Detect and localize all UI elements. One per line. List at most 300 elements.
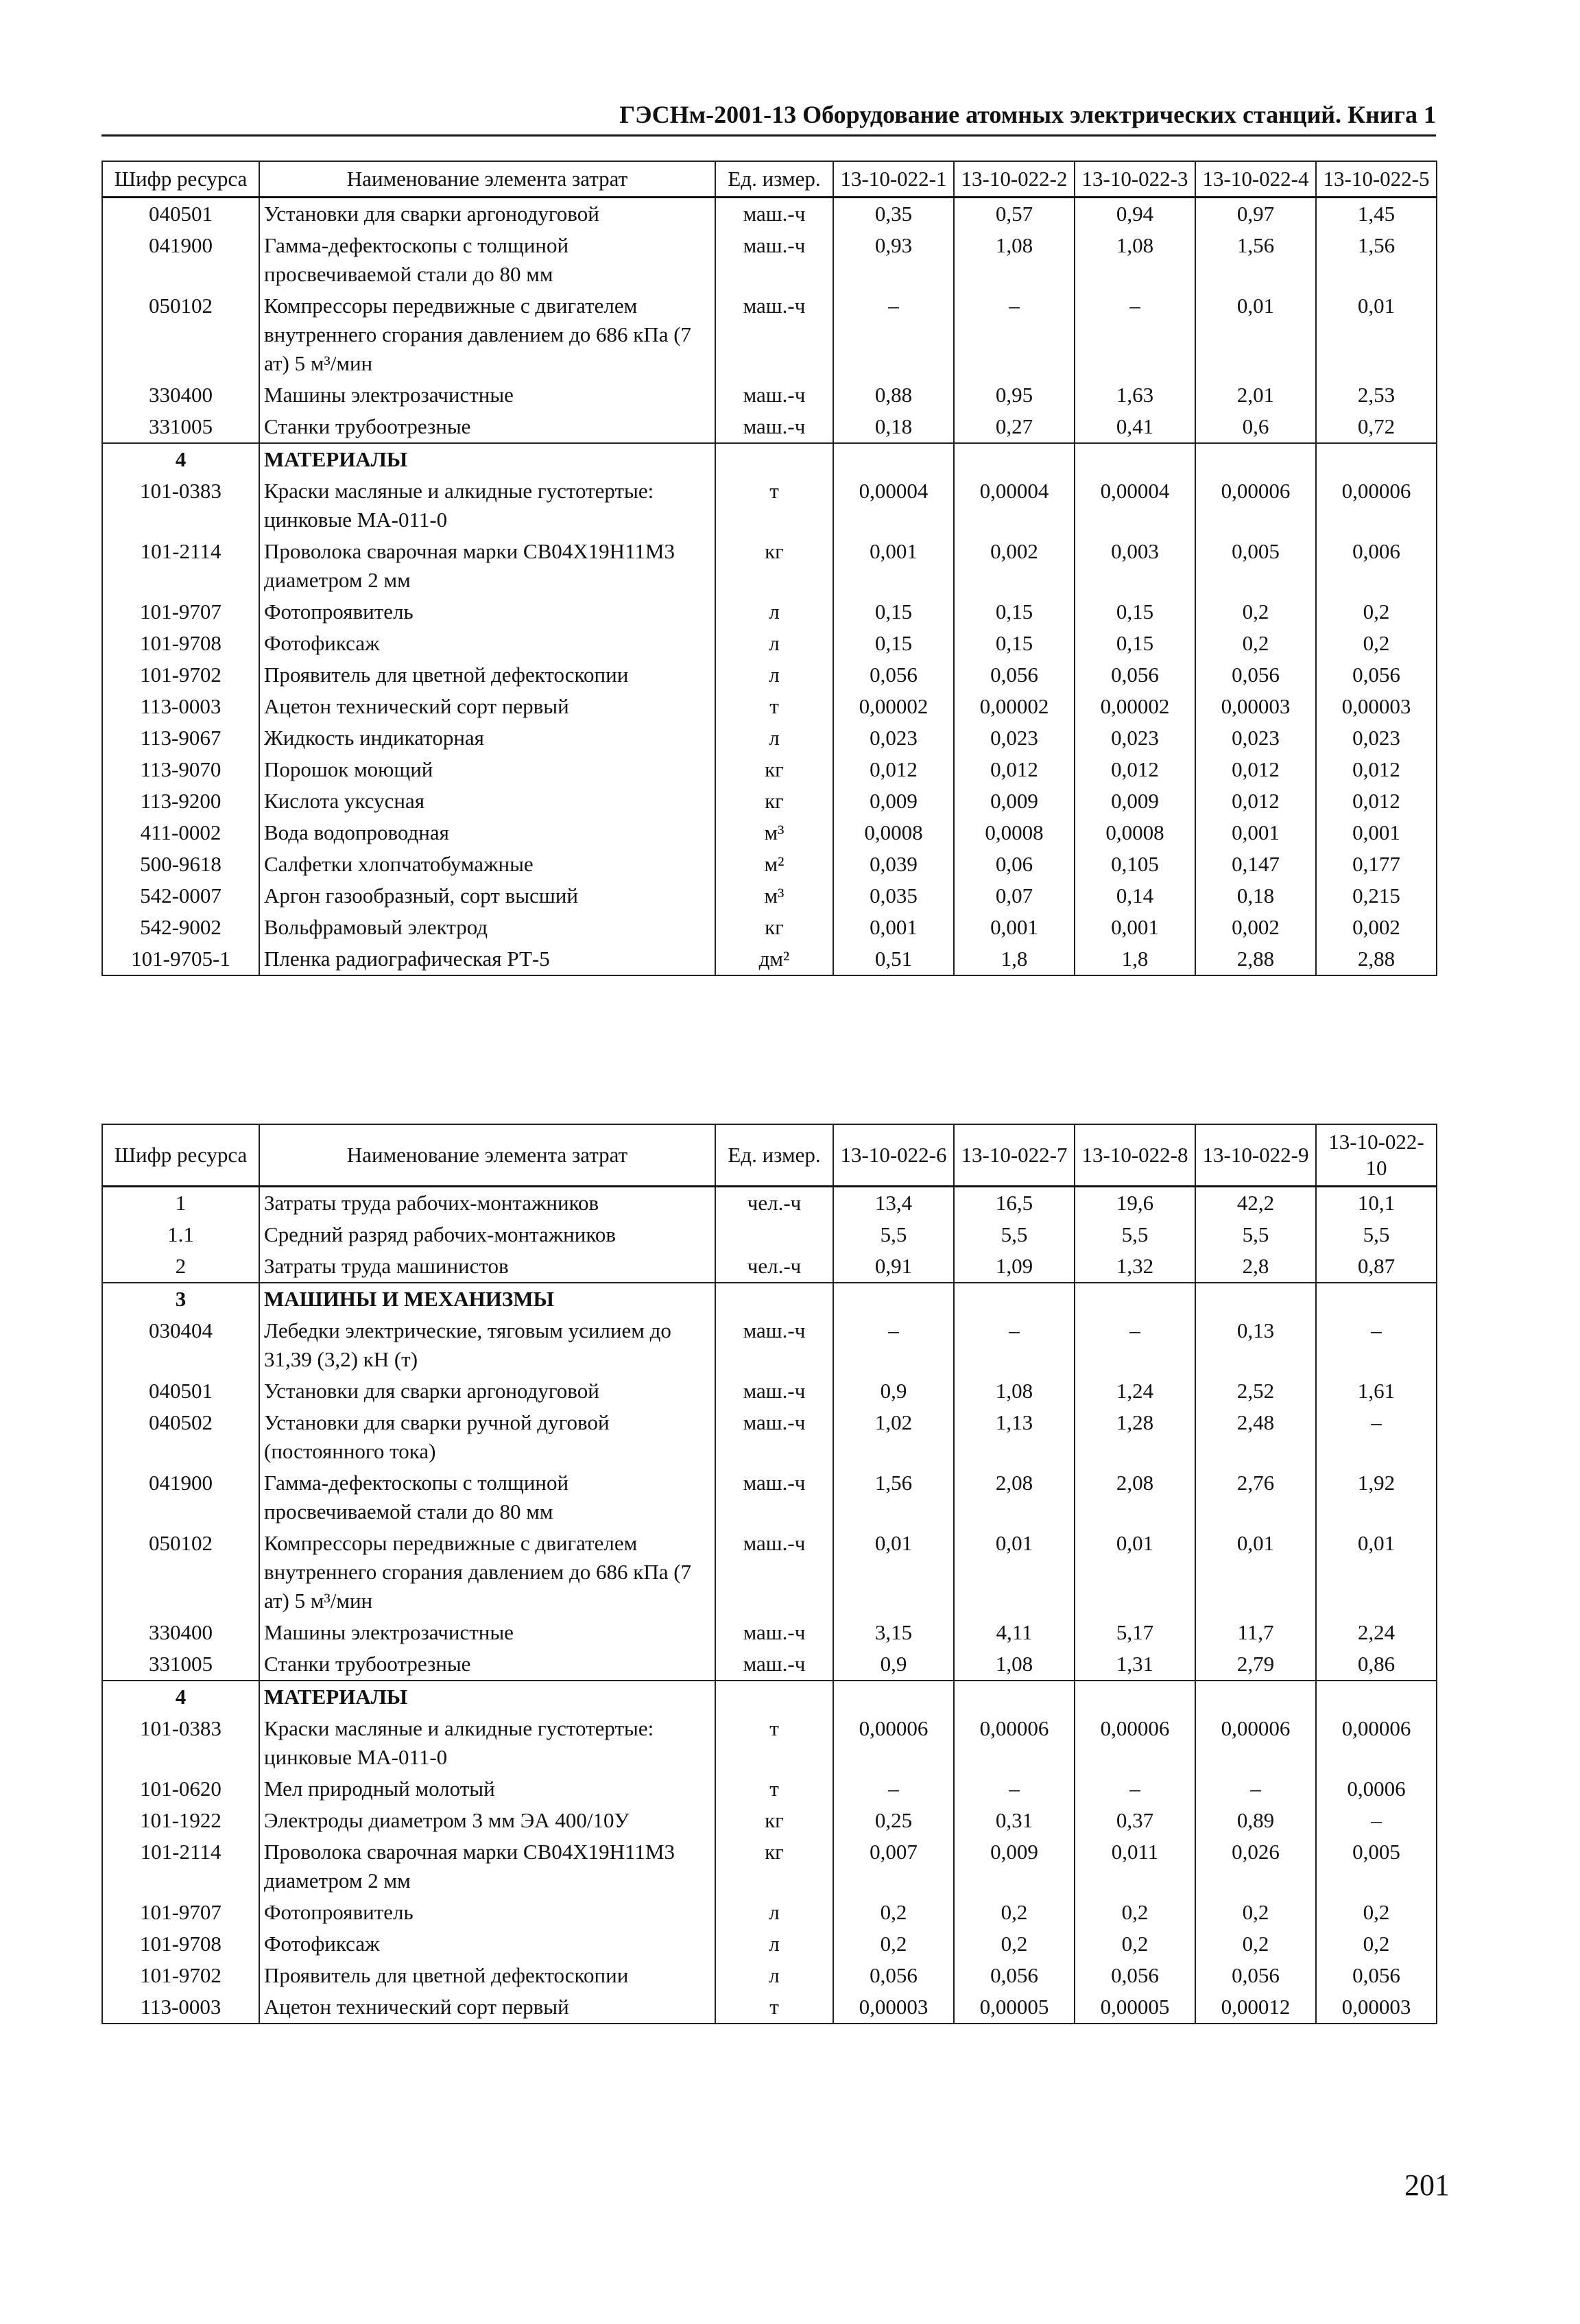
table-row	[102, 1991, 1437, 2024]
norm-value-cell: 0,056	[1075, 1960, 1195, 1991]
unit-cell: кг	[715, 536, 833, 596]
col-header-code: Шифр ресурса	[102, 1124, 259, 1187]
resource-code-cell: 041900	[102, 230, 259, 290]
norm-value-cell: 0,002	[1195, 912, 1316, 943]
resource-code-cell: 113-9070	[102, 754, 259, 785]
norm-value-cell: 0,00002	[833, 691, 954, 722]
norm-value-cell	[1195, 1283, 1316, 1315]
norm-value-cell: 0,001	[1195, 817, 1316, 849]
table-row	[102, 785, 1437, 817]
resource-code-cell: 331005	[102, 1648, 259, 1681]
table-row	[102, 1407, 1437, 1467]
resource-name-cell: Машины электрозачистные	[259, 379, 715, 411]
resource-code-cell: 101-2114	[102, 1836, 259, 1897]
col-header-name: Наименование элемента затрат	[259, 1124, 715, 1187]
resource-code-cell: 101-9707	[102, 596, 259, 628]
table-row	[102, 943, 1437, 975]
norm-value-cell: 0,056	[1195, 659, 1316, 691]
norm-value-cell: 0,72	[1316, 411, 1437, 443]
col-header-norm: 13-10-022-8	[1075, 1124, 1195, 1187]
norm-value-cell: 0,01	[1195, 1528, 1316, 1617]
unit-cell: м³	[715, 817, 833, 849]
unit-cell	[715, 443, 833, 475]
norm-value-cell: 0,2	[1195, 1897, 1316, 1928]
resource-name-cell: Установки для сварки аргонодуговой	[259, 198, 715, 230]
resource-name-cell: Жидкость индикаторная	[259, 722, 715, 754]
norm-value-cell: 5,5	[1195, 1219, 1316, 1250]
table-row	[102, 1375, 1437, 1407]
norm-value-cell: 0,06	[954, 849, 1075, 880]
norm-value-cell: 2,79	[1195, 1648, 1316, 1681]
norm-value-cell: 0,012	[954, 754, 1075, 785]
norm-value-cell: –	[833, 290, 954, 379]
norm-value-cell: 0,002	[954, 536, 1075, 596]
norm-value-cell: 0,95	[954, 379, 1075, 411]
unit-cell: кг	[715, 912, 833, 943]
norm-value-cell: 0,00002	[1075, 691, 1195, 722]
norm-value-cell: 5,5	[954, 1219, 1075, 1250]
section-row	[102, 443, 1437, 475]
norm-value-cell: 0,2	[1075, 1928, 1195, 1960]
norm-value-cell: 0,056	[833, 1960, 954, 1991]
table-row	[102, 1315, 1437, 1375]
resource-code-cell: 040501	[102, 1375, 259, 1407]
resource-name-cell: Компрессоры передвижные с двигателем внутреннего сгорания давлением до 686 кПа (7 ат) 5 м³/мин	[259, 290, 715, 379]
norm-value-cell: 0,15	[954, 596, 1075, 628]
unit-cell: т	[715, 691, 833, 722]
norm-value-cell: 0,00003	[1195, 691, 1316, 722]
resource-code-cell: 542-9002	[102, 912, 259, 943]
norm-value-cell	[954, 1283, 1075, 1315]
table-row	[102, 1897, 1437, 1928]
unit-cell: маш.-ч	[715, 1315, 833, 1375]
table-body	[102, 198, 1437, 976]
col-header-norm: 13-10-022-10	[1316, 1124, 1437, 1187]
resource-name-cell: Проявитель для цветной дефектоскопии	[259, 1960, 715, 1991]
resource-name-cell: Затраты труда рабочих-монтажников	[259, 1187, 715, 1220]
resource-name-cell: Фотофиксаж	[259, 628, 715, 659]
table-row	[102, 628, 1437, 659]
resource-name-cell: Станки трубоотрезные	[259, 411, 715, 443]
unit-cell: л	[715, 1928, 833, 1960]
resource-code-cell: 050102	[102, 1528, 259, 1617]
norm-value-cell: 0,012	[1316, 785, 1437, 817]
table-row	[102, 1773, 1437, 1805]
norm-value-cell: 0,177	[1316, 849, 1437, 880]
norm-value-cell: 0,2	[954, 1928, 1075, 1960]
norm-value-cell: 0,94	[1075, 198, 1195, 230]
norm-value-cell	[954, 1681, 1075, 1713]
norm-value-cell: 0,00005	[1075, 1991, 1195, 2024]
norm-value-cell: 2,24	[1316, 1617, 1437, 1648]
norm-value-cell: 1,08	[954, 1375, 1075, 1407]
col-header-norm: 13-10-022-1	[833, 161, 954, 198]
resource-code-cell: 113-0003	[102, 1991, 259, 2024]
norm-value-cell: 0,15	[833, 596, 954, 628]
norm-value-cell: 19,6	[1075, 1187, 1195, 1220]
norm-value-cell: 1,8	[954, 943, 1075, 975]
unit-cell: т	[715, 1773, 833, 1805]
norm-value-cell: 5,5	[1316, 1219, 1437, 1250]
norm-value-cell: 2,8	[1195, 1250, 1316, 1283]
norm-value-cell: –	[1195, 1773, 1316, 1805]
unit-cell	[715, 1681, 833, 1713]
unit-cell: кг	[715, 785, 833, 817]
table-row	[102, 536, 1437, 596]
unit-cell: м²	[715, 849, 833, 880]
resource-name-cell: Фотопроявитель	[259, 1897, 715, 1928]
norm-value-cell: 0,15	[833, 628, 954, 659]
norm-value-cell: 1,56	[1316, 230, 1437, 290]
table-row	[102, 230, 1437, 290]
resource-table-2	[101, 1124, 1437, 2024]
resource-code-cell: 500-9618	[102, 849, 259, 880]
document-title: ГЭСНм-2001-13 Оборудование атомных электрических станций. Книга 1	[619, 101, 1436, 128]
unit-cell: л	[715, 1960, 833, 1991]
col-header-code: Шифр ресурса	[102, 161, 259, 198]
norm-value-cell: –	[954, 290, 1075, 379]
norm-value-cell: 0,00003	[1316, 691, 1437, 722]
table-row	[102, 596, 1437, 628]
norm-value-cell	[1195, 1681, 1316, 1713]
table-body	[102, 1187, 1437, 2024]
norm-value-cell: 0,0008	[1075, 817, 1195, 849]
table-row	[102, 290, 1437, 379]
norm-value-cell: 0,01	[833, 1528, 954, 1617]
norm-value-cell: 0,056	[954, 659, 1075, 691]
norm-value-cell: –	[1316, 1805, 1437, 1836]
table-row	[102, 475, 1437, 536]
norm-value-cell: 42,2	[1195, 1187, 1316, 1220]
table-row	[102, 379, 1437, 411]
norm-value-cell: 0,00006	[1316, 475, 1437, 536]
table-header-row	[102, 1124, 1437, 1187]
resource-name-cell: Салфетки хлопчатобумажные	[259, 849, 715, 880]
table-row	[102, 659, 1437, 691]
norm-value-cell: 0,005	[1316, 1836, 1437, 1897]
norm-value-cell: 0,00004	[833, 475, 954, 536]
norm-value-cell: 0,00006	[1195, 1713, 1316, 1773]
norm-value-cell: 0,147	[1195, 849, 1316, 880]
resource-code-cell: 030404	[102, 1315, 259, 1375]
norm-value-cell: 0,31	[954, 1805, 1075, 1836]
resource-name-cell: Станки трубоотрезные	[259, 1648, 715, 1681]
norm-value-cell: 0,00006	[954, 1713, 1075, 1773]
table-row	[102, 1250, 1437, 1283]
unit-cell: маш.-ч	[715, 1467, 833, 1528]
norm-value-cell: 0,023	[833, 722, 954, 754]
norm-value-cell: 0,86	[1316, 1648, 1437, 1681]
norm-value-cell: 0,023	[1195, 722, 1316, 754]
norm-value-cell: 1,45	[1316, 198, 1437, 230]
table-row	[102, 722, 1437, 754]
norm-value-cell: 0,2	[954, 1897, 1075, 1928]
norm-value-cell: 0,007	[833, 1836, 954, 1897]
resource-name-cell: Затраты труда машинистов	[259, 1250, 715, 1283]
table-row	[102, 1713, 1437, 1773]
resource-name-cell: Фотопроявитель	[259, 596, 715, 628]
resource-code-cell: 330400	[102, 1617, 259, 1648]
page-header	[101, 95, 1436, 137]
norm-value-cell: 5,5	[1075, 1219, 1195, 1250]
resource-name-cell: Проявитель для цветной дефектоскопии	[259, 659, 715, 691]
norm-value-cell: 4,11	[954, 1617, 1075, 1648]
norm-value-cell: 1,61	[1316, 1375, 1437, 1407]
norm-value-cell: 0,2	[1316, 628, 1437, 659]
norm-value-cell: 0,2	[1195, 628, 1316, 659]
resource-code-cell: 101-9708	[102, 628, 259, 659]
resource-name-cell: Вода водопроводная	[259, 817, 715, 849]
resource-name-cell: Компрессоры передвижные с двигателем внутреннего сгорания давлением до 686 кПа (7 ат) 5 м³/мин	[259, 1528, 715, 1617]
norm-value-cell: 0,88	[833, 379, 954, 411]
norm-value-cell: 5,17	[1075, 1617, 1195, 1648]
norm-value-cell: 0,001	[1075, 912, 1195, 943]
norm-value-cell: 0,2	[1195, 596, 1316, 628]
norm-value-cell: –	[1075, 1773, 1195, 1805]
norm-value-cell: 0,87	[1316, 1250, 1437, 1283]
norm-value-cell: 0,009	[954, 1836, 1075, 1897]
col-header-norm: 13-10-022-9	[1195, 1124, 1316, 1187]
norm-value-cell: 0,01	[1316, 1528, 1437, 1617]
norm-value-cell: 2,88	[1316, 943, 1437, 975]
norm-value-cell: 0,012	[1316, 754, 1437, 785]
norm-value-cell: 0,2	[1075, 1897, 1195, 1928]
norm-value-cell	[1316, 1283, 1437, 1315]
unit-cell: л	[715, 1897, 833, 1928]
resource-name-cell: Кислота уксусная	[259, 785, 715, 817]
table-row	[102, 198, 1437, 230]
unit-cell: чел.-ч	[715, 1250, 833, 1283]
norm-value-cell: 0,2	[1316, 596, 1437, 628]
norm-value-cell: 0,13	[1195, 1315, 1316, 1375]
resource-name-cell: Лебедки электрические, тяговым усилием до 31,39 (3,2) кН (т)	[259, 1315, 715, 1375]
resource-name-cell: Гамма-дефектоскопы с толщиной просвечиваемой стали до 80 мм	[259, 230, 715, 290]
table-row	[102, 1960, 1437, 1991]
norm-value-cell: 0,51	[833, 943, 954, 975]
norm-value-cell: 0,97	[1195, 198, 1316, 230]
resource-code-cell: 4	[102, 443, 259, 475]
resource-code-cell: 411-0002	[102, 817, 259, 849]
unit-cell: маш.-ч	[715, 411, 833, 443]
resource-name-cell: Краски масляные и алкидные густотертые: цинковые МА-011-0	[259, 1713, 715, 1773]
norm-value-cell: 13,4	[833, 1187, 954, 1220]
norm-value-cell: 2,01	[1195, 379, 1316, 411]
norm-value-cell: 1,56	[833, 1467, 954, 1528]
norm-value-cell: 0,00006	[1195, 475, 1316, 536]
norm-value-cell: 0,2	[1195, 1928, 1316, 1960]
norm-value-cell: 0,056	[1075, 659, 1195, 691]
norm-value-cell: 0,056	[1195, 1960, 1316, 1991]
norm-value-cell: 0,105	[1075, 849, 1195, 880]
norm-value-cell: 0,07	[954, 880, 1075, 912]
resource-name-cell: Средний разряд рабочих-монтажников	[259, 1219, 715, 1250]
norm-value-cell: 0,0008	[833, 817, 954, 849]
resource-name-cell: Ацетон технический сорт первый	[259, 1991, 715, 2024]
col-header-norm: 13-10-022-2	[954, 161, 1075, 198]
resource-code-cell: 101-1922	[102, 1805, 259, 1836]
resource-code-cell: 1.1	[102, 1219, 259, 1250]
resource-code-cell: 101-2114	[102, 536, 259, 596]
resource-name-cell: Вольфрамовый электрод	[259, 912, 715, 943]
resource-code-cell: 101-9702	[102, 659, 259, 691]
resource-name-cell: Пленка радиографическая РТ-5	[259, 943, 715, 975]
norm-value-cell: 0,00004	[954, 475, 1075, 536]
norm-value-cell: 2,88	[1195, 943, 1316, 975]
norm-value-cell: 0,2	[1316, 1928, 1437, 1960]
norm-value-cell: 0,056	[954, 1960, 1075, 1991]
norm-value-cell: 10,1	[1316, 1187, 1437, 1220]
unit-cell: м³	[715, 880, 833, 912]
norm-value-cell: 0,009	[833, 785, 954, 817]
norm-value-cell: 0,001	[833, 912, 954, 943]
norm-value-cell: 0,023	[954, 722, 1075, 754]
norm-value-cell: 0,93	[833, 230, 954, 290]
norm-value-cell: 0,001	[1316, 817, 1437, 849]
unit-cell: чел.-ч	[715, 1187, 833, 1220]
table-row	[102, 754, 1437, 785]
resource-code-cell: 113-0003	[102, 691, 259, 722]
col-header-name: Наименование элемента затрат	[259, 161, 715, 198]
resource-code-cell: 041900	[102, 1467, 259, 1528]
unit-cell: маш.-ч	[715, 1407, 833, 1467]
resource-code-cell: 331005	[102, 411, 259, 443]
table-header-row	[102, 161, 1437, 198]
norm-value-cell: 0,0008	[954, 817, 1075, 849]
table-row	[102, 1467, 1437, 1528]
norm-value-cell: 2,52	[1195, 1375, 1316, 1407]
norm-value-cell: 0,15	[954, 628, 1075, 659]
resource-code-cell: 4	[102, 1681, 259, 1713]
norm-value-cell	[1316, 1681, 1437, 1713]
norm-value-cell: 0,6	[1195, 411, 1316, 443]
table-row	[102, 1928, 1437, 1960]
norm-value-cell	[1195, 443, 1316, 475]
norm-value-cell: 2,08	[954, 1467, 1075, 1528]
unit-cell: маш.-ч	[715, 198, 833, 230]
norm-value-cell: 1,13	[954, 1407, 1075, 1467]
norm-value-cell: 1,08	[954, 1648, 1075, 1681]
resource-name-cell: МАТЕРИАЛЫ	[259, 1681, 715, 1713]
norm-value-cell: 0,2	[833, 1897, 954, 1928]
resource-name-cell: МАШИНЫ И МЕХАНИЗМЫ	[259, 1283, 715, 1315]
resource-name-cell: Ацетон технический сорт первый	[259, 691, 715, 722]
norm-value-cell: 2,48	[1195, 1407, 1316, 1467]
norm-value-cell: 0,003	[1075, 536, 1195, 596]
section-row	[102, 1283, 1437, 1315]
resource-code-cell: 3	[102, 1283, 259, 1315]
resource-name-cell: Машины электрозачистные	[259, 1617, 715, 1648]
norm-value-cell: 0,27	[954, 411, 1075, 443]
resource-code-cell: 330400	[102, 379, 259, 411]
col-header-unit: Ед. измер.	[715, 1124, 833, 1187]
resource-code-cell: 040501	[102, 198, 259, 230]
col-header-unit: Ед. измер.	[715, 161, 833, 198]
norm-value-cell: 0,009	[1075, 785, 1195, 817]
table-row	[102, 1219, 1437, 1250]
unit-cell: кг	[715, 1805, 833, 1836]
resource-code-cell: 101-0383	[102, 1713, 259, 1773]
norm-value-cell: 2,76	[1195, 1467, 1316, 1528]
norm-value-cell: 0,00004	[1075, 475, 1195, 536]
norm-value-cell: 1,08	[954, 230, 1075, 290]
table-row	[102, 817, 1437, 849]
norm-value-cell: 1,08	[1075, 230, 1195, 290]
resource-code-cell: 050102	[102, 290, 259, 379]
table-row	[102, 912, 1437, 943]
norm-value-cell: 0,002	[1316, 912, 1437, 943]
norm-value-cell	[833, 1283, 954, 1315]
unit-cell: дм²	[715, 943, 833, 975]
norm-value-cell: 0,00006	[833, 1713, 954, 1773]
norm-value-cell: 0,01	[1195, 290, 1316, 379]
col-header-norm: 13-10-022-5	[1316, 161, 1437, 198]
table-row	[102, 1836, 1437, 1897]
resource-name-cell: МАТЕРИАЛЫ	[259, 443, 715, 475]
norm-value-cell: 0,2	[833, 1928, 954, 1960]
resource-code-cell: 101-9702	[102, 1960, 259, 1991]
norm-value-cell: 0,00005	[954, 1991, 1075, 2024]
resource-name-cell: Проволока сварочная марки СВ04Х19Н11М3 диаметром 2 мм	[259, 536, 715, 596]
norm-value-cell: 1,02	[833, 1407, 954, 1467]
table-row	[102, 1617, 1437, 1648]
unit-cell: л	[715, 596, 833, 628]
unit-cell: л	[715, 722, 833, 754]
norm-value-cell: 1,92	[1316, 1467, 1437, 1528]
table-row	[102, 880, 1437, 912]
norm-value-cell: 1,8	[1075, 943, 1195, 975]
resource-code-cell: 101-9708	[102, 1928, 259, 1960]
norm-value-cell	[954, 443, 1075, 475]
table-row	[102, 1805, 1437, 1836]
norm-value-cell	[833, 443, 954, 475]
unit-cell	[715, 1283, 833, 1315]
col-header-norm: 13-10-022-7	[954, 1124, 1075, 1187]
resource-name-cell: Проволока сварочная марки СВ04Х19Н11М3 диаметром 2 мм	[259, 1836, 715, 1897]
unit-cell: л	[715, 659, 833, 691]
norm-value-cell: 0,15	[1075, 628, 1195, 659]
table-row	[102, 691, 1437, 722]
norm-value-cell: 0,001	[954, 912, 1075, 943]
norm-value-cell: 0,039	[833, 849, 954, 880]
norm-value-cell: 0,25	[833, 1805, 954, 1836]
norm-value-cell	[1075, 1681, 1195, 1713]
norm-value-cell: –	[833, 1773, 954, 1805]
resource-name-cell: Установки для сварки аргонодуговой	[259, 1375, 715, 1407]
unit-cell: кг	[715, 1836, 833, 1897]
norm-value-cell: 0,0006	[1316, 1773, 1437, 1805]
resource-code-cell: 101-9705-1	[102, 943, 259, 975]
unit-cell: маш.-ч	[715, 1528, 833, 1617]
norm-value-cell: 0,001	[833, 536, 954, 596]
norm-value-cell: 0,056	[1316, 1960, 1437, 1991]
norm-value-cell: 0,006	[1316, 536, 1437, 596]
norm-value-cell: 3,15	[833, 1617, 954, 1648]
unit-cell: маш.-ч	[715, 379, 833, 411]
norm-value-cell	[833, 1681, 954, 1713]
norm-value-cell: 0,00002	[954, 691, 1075, 722]
section-row	[102, 1681, 1437, 1713]
norm-value-cell: –	[954, 1315, 1075, 1375]
norm-value-cell: 0,91	[833, 1250, 954, 1283]
norm-value-cell	[1316, 443, 1437, 475]
unit-cell: кг	[715, 754, 833, 785]
norm-value-cell: 0,37	[1075, 1805, 1195, 1836]
resource-table-1	[101, 161, 1437, 976]
norm-value-cell: 0,011	[1075, 1836, 1195, 1897]
norm-value-cell: –	[1316, 1407, 1437, 1467]
resource-name-cell: Фотофиксаж	[259, 1928, 715, 1960]
norm-value-cell: 0,035	[833, 880, 954, 912]
